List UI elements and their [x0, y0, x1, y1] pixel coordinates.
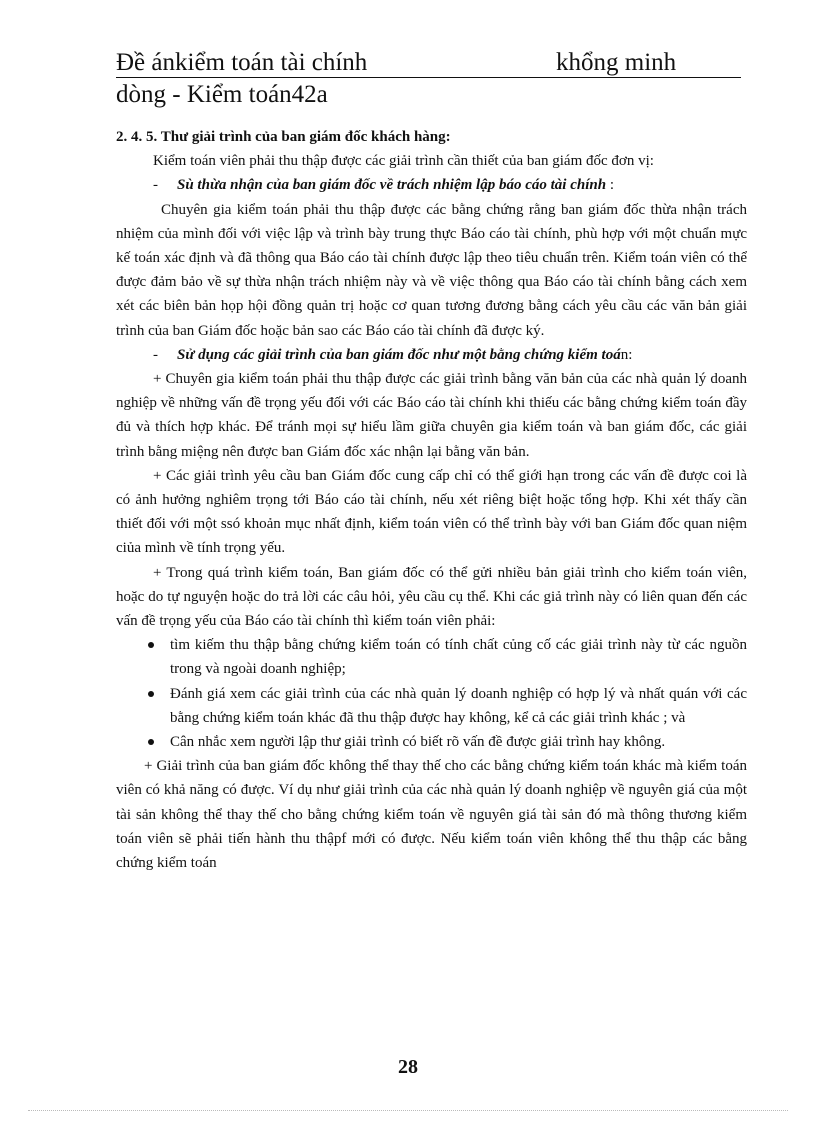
page-number: 28: [398, 1056, 418, 1078]
bullet-item-2: [170, 682, 747, 730]
item2-suffix: n:: [620, 346, 633, 363]
running-header-line2: dòng - Kiểm toán42a: [116, 81, 328, 108]
bullet-text-3: Cân nhắc xem người lập thư giải trình có biết rõ vấn đề được giải trình hay không.: [170, 734, 666, 751]
item2-paragraph-4: + Giải trình của ban giám đốc không thể thay thế cho các bằng chứng kiểm toán khác mà kiểm toán viên có khả năng có được. Ví dụ như giải trình của các nhà quản lý doanh nghiệp về nguyên giá của một tài sản không thể thay thế cho bằng chứng kiểm toán về nguyên giá tài sản đó mà thông thương kiểm toán viên sẽ phải tiến hành thu thậpf mới có được. Nếu kiểm toán viên không thể thu thập các bằng chứng kiểm toán: [116, 758, 747, 872]
item2-paragraph-2: + Các giải trình yêu cầu ban Giám đốc cung cấp chỉ có thể giới hạn trong các vấn đề được coi là có ảnh hưởng nghiêm trọng tới Báo cáo tài chính, nếu xét riêng biệt hoặc tổng hợp. Khi xét thấy cần thiết đối với một ssó khoản mục nhất định, kiểm toán viên có thể trình bày với ban Giám đốc quan niệm ciủa mình về tính trọng yếu.: [116, 467, 747, 557]
item1-heading: [116, 173, 747, 197]
bullet-list: [116, 633, 747, 754]
running-header-line1: [116, 48, 741, 78]
bullet-item-3: [170, 730, 747, 754]
bullet-dot-icon: [148, 739, 154, 745]
document-body: [116, 125, 747, 875]
header-author: khổng minh: [556, 49, 677, 76]
header-title: Đề ánkiểm toán tài chính: [116, 49, 368, 76]
intro-paragraph: Kiểm toán viên phải thu thập được các giải trình cần thiết của ban giám đốc đơn vị:: [153, 153, 654, 170]
item2-paragraph-3: + Trong quá trình kiểm toán, Ban giám đốc có thể gửi nhiều bản giải trình cho kiểm toán viên, hoặc do tự nguyện hoặc do trả lời các câu hỏi, yêu cầu cụ thể. Khi các giả trình này có liên quan đến các vấn đề trọng yếu của Báo cáo tài chính thì kiểm toán viên phải:: [116, 564, 747, 630]
section-heading: 2. 4. 5. Thư giải trình của ban giám đốc khách hàng:: [116, 129, 451, 145]
page-bottom-rule: [28, 1110, 788, 1111]
item1-paragraph: Chuyên gia kiểm toán phải thu thập được các bằng chứng rằng ban giám đốc thừa nhận trách nhiệm của mình đối với việc lập và trình bày trung thực Báo cáo tài chính, phù hợp với một chuẩn mực kế toán xác định và đã thông qua Báo cáo tài chính được lập theo tiêu chuẩn trên. Kiểm toán viên có thể được đảm bảo về sự thừa nhận trách nhiệm này và về việc thông qua Báo cáo tài chính bằng cách xem xét các biên bản họp hội đồng quản trị hoặc cơ quan tương đương bằng cách yêu cầu các văn bản giải trình của ban Giám đốc hoặc bản sao các Báo cáo tài chính đã được ký.: [116, 201, 747, 339]
item2-heading: [116, 343, 747, 367]
item1-dash: -: [153, 177, 158, 194]
bullet-item-1: [170, 633, 747, 681]
bullet-dot-icon: [148, 691, 154, 697]
item2-paragraph-1: + Chuyên gia kiểm toán phải thu thập được các giải trình bằng văn bản của các nhà quản lý doanh nghiệp về những vấn đề trọng yếu đối với các Báo cáo tài chính khi thiếu các bằng chứng kiểm toán đầy đủ và thích hợp khác. Để tránh mọi sự hiểu lầm giữa chuyên gia kiểm toán và ban giám đốc, các giải trình bằng miệng nên được ban Giám đốc xác nhận lại bằng văn bản.: [116, 371, 747, 460]
bullet-text-1: tìm kiếm thu thập bằng chứng kiểm toán có tính chất củng cố các giải trình này từ các nguồn trong và ngoài doanh nghiệp;: [170, 637, 747, 678]
item1-title: Sù thừa nhận của ban giám đốc về trách nhiệm lập báo cáo tài chính: [177, 177, 607, 194]
item2-dash: -: [153, 346, 158, 363]
item2-title: Sử dụng các giải trình của ban giám đốc như một bằng chứng kiểm toá: [177, 346, 621, 363]
bullet-text-2: Đánh giá xem các giải trình của các nhà quản lý doanh nghiệp có hợp lý và nhất quán với các bằng chứng kiểm toán khác đã thu thập được hay không, kể cả các giải trình khác ; và: [170, 685, 747, 726]
item1-suffix: :: [606, 177, 614, 194]
bullet-dot-icon: [148, 642, 154, 648]
